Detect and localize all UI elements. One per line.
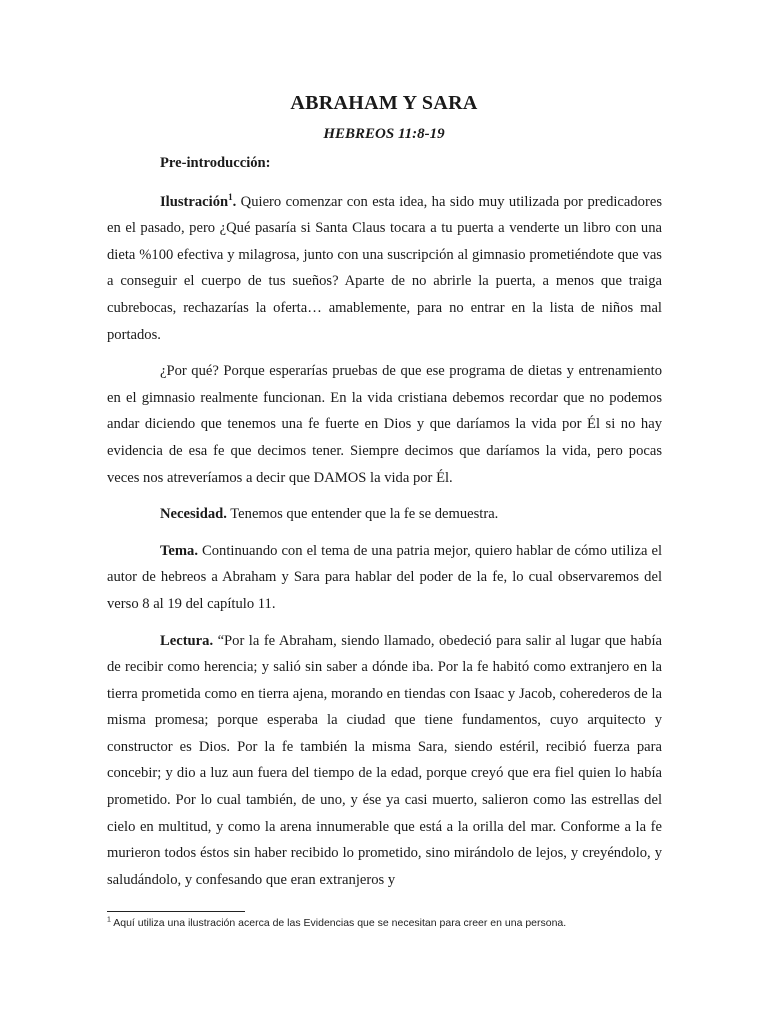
footnote-separator [107, 911, 245, 912]
footnote-text: Aquí utiliza una ilustración acerca de las Evidencias que se necesitan para creer en una persona. [110, 917, 567, 929]
paragraph-illustration [107, 189, 662, 349]
footnote [107, 917, 667, 929]
paragraph-why: ¿Por qué? Porque esperarías pruebas de que ese programa de dietas y entrenamiento en el gimnasio realmente funcionan. En la vida cristiana debemos recordar que no podemos andar diciendo que tenemos una fe fuerte en Dios y que daríamos la vida por Él si no hay evidencia de esa fe que decimos tener. Siempre decimos que daríamos la vida, pero pocas veces nos atreveríamos a decir que DAMOS la vida por Él. [107, 363, 662, 486]
theme-label: Tema. [160, 542, 198, 559]
pre-introduction-heading: Pre-introducción: [160, 155, 271, 171]
theme-text: Continuando con el tema de una patria mejor, quiero hablar de cómo utiliza el autor de hebreos a Abraham y Sara para hablar del poder de la fe, lo cual observaremos del verso 8 al 19 del capítulo 11. [107, 542, 662, 612]
document-body [107, 150, 662, 903]
paragraph-need [107, 501, 662, 528]
illustration-label: Ilustración$^1$. [160, 191, 237, 210]
need-label: Necesidad. [160, 506, 227, 523]
paragraph-theme [107, 538, 662, 618]
document-subtitle: HEBREOS 11:8-19 [323, 126, 445, 142]
illustration-text: Quiero comenzar con esta idea, ha sido muy utilizada por predicadores en el pasado, pero ¿Qué pasaría si Santa Claus tocara a tu puerta a venderte un libro con una dieta %100 efectiva y milagrosa, junto con una suscripción al gimnasio prometiéndote que vas a conseguir el cuerpo de tus sueños? Aparte de no abrirle la puerta, a menos que traiga cubrebocas, rechazarías la oferta… amablemente, para no entrar en la lista de niños mal portados. [107, 193, 662, 343]
reading-text: “Por la fe Abraham, siendo llamado, obedeció para salir al lugar que había de recibir como herencia; y salió sin saber a dónde iba. Por la fe habitó como extranjero en la tierra prometida como en tierra ajena, morando en tiendas con Isaac y Jacob, coherederos de la misma promesa; porque esperaba la ciudad que tiene fundamentos, cuyo arquitecto y constructor es Dios. Por la fe también la misma Sara, siendo estéril, recibió fuerza para concebir; y dio a luz aun fuera del tiempo de la edad, porque creyó que era fiel quien lo había prometido. Por lo cual también, de uno, y ése ya casi muerto, salieron como las estrellas del cielo en multitud, y como la arena innumerable que está a la orilla del mar. Conforme a la fe murieron todos éstos sin haber recibido lo prometido, sino mirándolo de lejos, y creyéndolo, y saludándolo, y confesando que eran extranjeros y [107, 632, 662, 888]
footnote-number: 1 [107, 916, 111, 924]
need-text: Tenemos que entender que la fe se demuestra. [226, 506, 499, 523]
footnote-marker: 1 [228, 191, 233, 202]
reading-label: Lectura. [160, 632, 214, 649]
document-title: ABRAHAM Y SARA [290, 92, 478, 114]
paragraph-reading [107, 628, 662, 894]
